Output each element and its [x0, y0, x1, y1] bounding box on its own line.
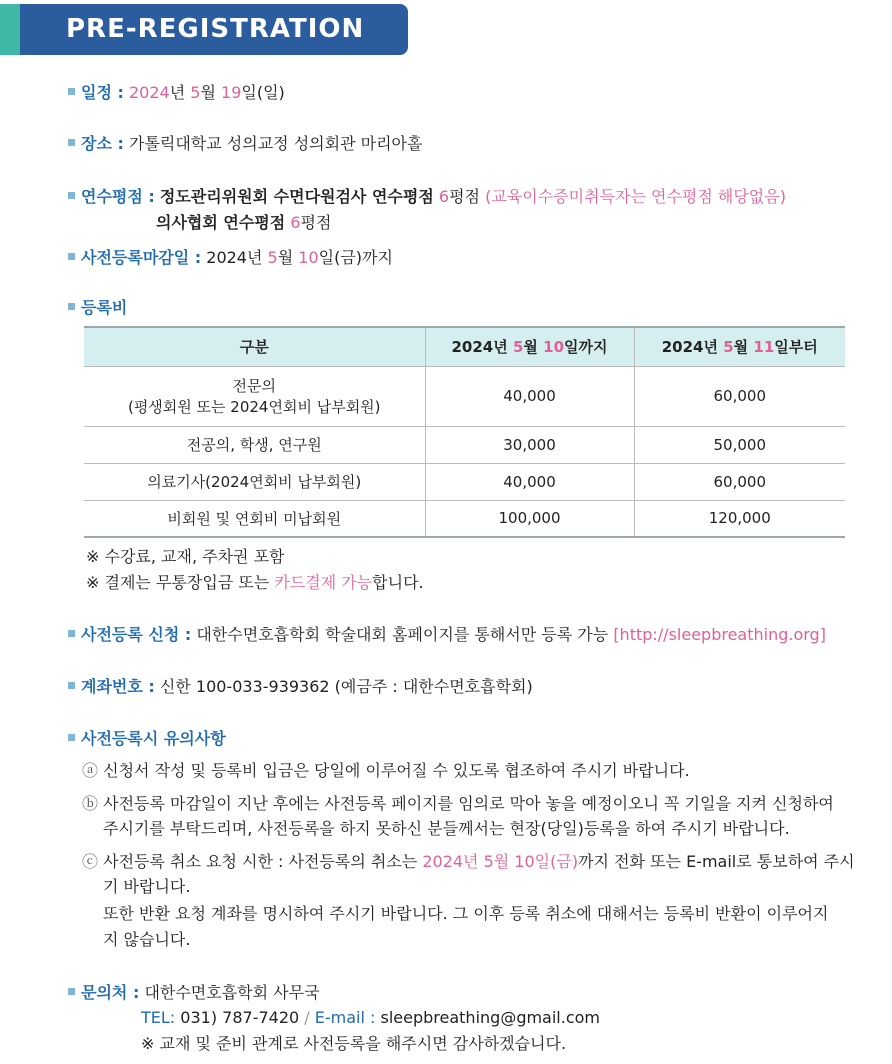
- deadline-day: 10: [298, 248, 319, 267]
- fee-header-category: 구분: [84, 327, 425, 366]
- fee-category-cell: 의료기사(2024연회비 납부회원): [84, 463, 425, 500]
- fee-early-cell: 30,000: [425, 426, 634, 463]
- venue-value: 가톨릭대학교 성의교정 성의회관 마리아홀: [128, 134, 423, 153]
- fee-category-name: 전문의: [232, 377, 276, 395]
- credit-row-2: [156, 213, 331, 233]
- notice-c-line2: 기 바랍니다.: [103, 877, 191, 896]
- fee-late-cell: 50,000: [634, 426, 845, 463]
- credit-line2-text: 의사협회 연수평점: [156, 213, 286, 232]
- deadline-year: 2024년: [206, 248, 263, 267]
- notice-c-line4: 지 않습니다.: [103, 930, 191, 949]
- fee-header-early-month: 5: [512, 338, 524, 357]
- contact-tel-label: TEL:: [141, 1008, 176, 1027]
- fee-late-cell: 60,000: [634, 366, 845, 426]
- fee-label: 등록비: [81, 298, 128, 317]
- bullet-icon: [68, 988, 75, 995]
- apply-label: 사전등록 신청 :: [81, 625, 192, 644]
- fee-table: [84, 326, 845, 538]
- contact-note: ※ 교재 및 준비 관계로 사전등록을 해주시면 감사하겠습니다.: [141, 1034, 567, 1053]
- credit-line1-points: 6: [438, 187, 450, 206]
- fee-header-early: [425, 327, 634, 366]
- fee-header-early-year: 2024년: [451, 338, 508, 357]
- fee-header-early-suffix: 일까지: [564, 338, 608, 357]
- bullet-icon: [68, 192, 75, 199]
- contact-row: [68, 983, 320, 1003]
- notice-item-a: [82, 757, 690, 784]
- schedule-year-suffix: 년: [169, 83, 186, 102]
- credit-row: [68, 187, 786, 207]
- fee-header-late-month-suffix: 월: [733, 338, 749, 357]
- bullet-icon: [68, 303, 75, 310]
- bullet-icon: [68, 734, 75, 741]
- table-row: [84, 500, 845, 537]
- fee-note-2: [86, 573, 424, 593]
- fee-early-cell: 40,000: [425, 463, 634, 500]
- fee-note-2-pre: ※ 결제는 무통장입금 또는: [86, 573, 270, 592]
- fee-category-subname: (평생회원 또는 2024연회비 납부회원): [127, 398, 381, 416]
- contact-tel: 031) 787-7420: [180, 1008, 300, 1027]
- fee-table-header: [84, 327, 845, 366]
- bullet-icon: [68, 253, 75, 260]
- notice-c-line1-pre: 사전등록 취소 요청 시한 : 사전등록의 취소는: [103, 852, 418, 871]
- notice-c-line3: 또한 반환 요청 계좌를 명시하여 주시기 바랍니다. 그 이후 등록 취소에 대해서는 등록비 반환이 이루어지: [103, 904, 829, 923]
- notice-a-text: 신청서 작성 및 등록비 입금은 당일에 이루어질 수 있도록 협조하여 주시기 바랍니다.: [103, 761, 690, 780]
- contact-email-link[interactable]: sleepbreathing@gmail.com: [380, 1008, 601, 1027]
- credit-line2-suffix: 평점: [300, 213, 332, 232]
- bullet-icon: [68, 630, 75, 637]
- apply-value: 대한수면호흡학회 학술대회 홈페이지를 통해서만 등록 가능: [196, 625, 609, 644]
- fee-note-2-post: 합니다.: [372, 573, 424, 592]
- table-row: [84, 366, 845, 426]
- fee-late-cell: 120,000: [634, 500, 845, 537]
- credit-line1-text: 정도관리위원회 수면다원검사 연수평점: [159, 187, 434, 206]
- bullet-icon: [68, 139, 75, 146]
- page-banner: [0, 4, 408, 55]
- notice-b-line2: 주시기를 부탁드리며, 사전등록을 하지 못하신 분들께서는 현장(당일)등록을 하여 주시기 바랍니다.: [103, 819, 790, 838]
- fee-note-1: ※ 수강료, 교재, 주차권 포함: [86, 547, 285, 566]
- deadline-row: [68, 248, 393, 268]
- schedule-year: 2024: [128, 83, 170, 102]
- fee-note-2-highlight: 카드결제 가능: [274, 573, 373, 592]
- contact-separator: /: [304, 1008, 310, 1027]
- schedule-month: 5: [190, 83, 201, 102]
- bullet-icon: [68, 88, 75, 95]
- deadline-label: 사전등록마감일 :: [81, 248, 202, 267]
- fee-category-cell: 전공의, 학생, 연구원: [84, 426, 425, 463]
- notice-label: 사전등록시 유의사항: [81, 729, 226, 748]
- notice-c-line1-highlight: 2024년 5월 10일(금): [422, 852, 579, 871]
- credit-line2-points: 6: [290, 213, 301, 232]
- venue-label: 장소 :: [81, 134, 124, 153]
- schedule-row: [68, 83, 285, 103]
- notice-item-b: [82, 790, 834, 817]
- schedule-label: 일정 :: [81, 83, 124, 102]
- deadline-month-suffix: 월: [277, 248, 294, 267]
- fee-early-cell: 40,000: [425, 366, 634, 426]
- deadline-month: 5: [267, 248, 278, 267]
- fee-row: [68, 298, 127, 318]
- fee-header-late-day: 11: [753, 338, 775, 357]
- fee-category-cell: 비회원 및 연회비 미납회원: [84, 500, 425, 537]
- fee-header-late: [634, 327, 845, 366]
- notice-b-line1: 사전등록 마감일이 지난 후에는 사전등록 페이지를 임의로 막아 놓을 예정이오니 꼭 기일을 지켜 신청하여: [103, 794, 834, 813]
- fee-header-late-month: 5: [723, 338, 734, 357]
- page-title: PRE-REGISTRATION: [66, 14, 365, 44]
- notice-mark-a: ⓐ: [82, 761, 99, 780]
- account-row: [68, 677, 533, 697]
- fee-header-early-month-suffix: 월: [523, 338, 538, 357]
- fee-header-early-day: 10: [543, 338, 565, 357]
- notice-item-c: [82, 848, 855, 875]
- notice-row: [68, 729, 226, 749]
- contact-email-label: E-mail :: [314, 1008, 376, 1027]
- schedule-day: 19: [221, 83, 242, 102]
- credit-line1-note: (교육이수증미취득자는 연수평점 해당없음): [485, 187, 786, 206]
- bullet-icon: [68, 682, 75, 689]
- venue-row: [68, 134, 422, 154]
- fee-header-late-year: 2024년: [661, 338, 718, 357]
- credit-label: 연수평점 :: [81, 187, 155, 206]
- notice-c-line1-post: 까지 전화 또는 E-mail로 통보하여 주시: [578, 852, 855, 871]
- notice-mark-c: ⓒ: [82, 852, 99, 871]
- table-row: [84, 426, 845, 463]
- deadline-day-suffix: 일(금)까지: [318, 248, 393, 267]
- schedule-month-suffix: 월: [200, 83, 216, 102]
- account-value: 신한 100-033-939362 (예금주 : 대한수면호흡학회): [159, 677, 533, 696]
- fee-header-late-suffix: 일부터: [774, 338, 818, 357]
- table-row: [84, 463, 845, 500]
- contact-detail: [141, 1008, 600, 1028]
- fee-early-cell: 100,000: [425, 500, 634, 537]
- fee-late-cell: 60,000: [634, 463, 845, 500]
- fee-category-cell: [84, 366, 425, 426]
- apply-row: [68, 625, 826, 645]
- notice-mark-b: ⓑ: [82, 794, 99, 813]
- contact-label: 문의처 :: [81, 983, 140, 1002]
- credit-line1-suffix: 평점: [449, 187, 480, 206]
- contact-value: 대한수면호흡학회 사무국: [144, 983, 320, 1002]
- schedule-day-suffix: 일(일): [241, 83, 285, 102]
- apply-url-link[interactable]: [http://sleepbreathing.org]: [613, 625, 826, 644]
- account-label: 계좌번호 :: [81, 677, 155, 696]
